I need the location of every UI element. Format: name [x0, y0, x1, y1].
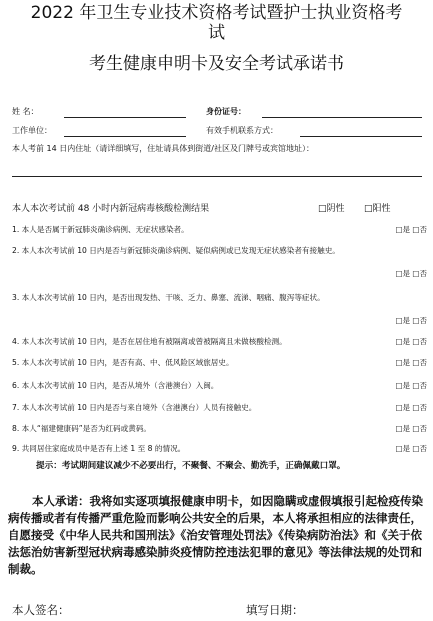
phone-field[interactable]	[300, 136, 422, 137]
nucleic-negative-option[interactable]: □阴性	[318, 204, 345, 214]
address-label: 本人考前 14 日内住址（请详细填写，住址请具体到街道/社区及门牌号或宾馆地址）：	[12, 144, 314, 153]
id-label: 身份证号：	[206, 107, 246, 116]
phone-label: 有效手机联系方式：	[206, 126, 278, 135]
question-3: 3. 本人本次考试前 10 日内，是否出现发热、干咳、乏力、鼻塞、流涕、咽痛、腹泻等症状。	[12, 293, 325, 302]
document-title-line1: 2022 年卫生专业技术资格考试暨护士执业资格考	[30, 3, 403, 23]
signature-label: 本人签名：	[12, 603, 70, 617]
safety-tip: 提示：考试期间建议减少不必要出行，不聚餐、不聚会、勤洗手，正确佩戴口罩。	[36, 461, 346, 471]
document-title-line2: 试	[208, 23, 225, 43]
question-8-options[interactable]: □是 □否	[395, 424, 427, 433]
question-6: 6. 本人本次考试前 10 日内，是否从境外（含港澳台）入闽。	[12, 381, 219, 390]
nucleic-test-label: 本人本次考试前 48 小时内新冠病毒核酸检测结果	[12, 204, 210, 214]
question-3-options[interactable]: □是 □否	[395, 316, 427, 325]
work-unit-field[interactable]	[64, 136, 186, 137]
question-7: 7. 本人本次考试前 10 日内是否与来自境外（含港澳台）人员有接触史。	[12, 403, 257, 412]
name-field[interactable]	[64, 117, 186, 118]
question-6-options[interactable]: □是 □否	[395, 381, 427, 390]
question-2-options[interactable]: □是 □否	[395, 269, 427, 278]
question-7-options[interactable]: □是 □否	[395, 403, 427, 412]
question-5-options[interactable]: □是 □否	[395, 358, 427, 367]
question-4: 4. 本人本次考试前 10 日内，是否在居住地有被隔离或曾被隔离且未做核酸检测。	[12, 337, 287, 346]
name-label: 姓 名：	[12, 107, 39, 116]
question-1-options[interactable]: □是 □否	[395, 225, 427, 234]
question-9-options[interactable]: □是 □否	[395, 444, 427, 453]
commitment-statement: 本人承诺：我将如实逐项填报健康申明卡，如因隐瞒或虚假填报引起检疫传染病传播或者有传播严重危险而影响公共安全的后果，本人将承担相应的法律责任，自愿接受《中华人民共和国刑法》《治安管理处罚法》《传染病防治法》和《关于依法惩治妨害新型冠状病毒感染肺炎疫情防控违法犯罪的意见》等法律法规的处罚和制裁。	[8, 494, 423, 576]
question-5: 5. 本人本次考试前 10 日内，是否有高、中、低风险区域旅居史。	[12, 358, 234, 367]
address-field[interactable]	[12, 176, 422, 177]
question-1: 1. 本人是否属于新冠肺炎确诊病例、无症状感染者。	[12, 225, 189, 234]
id-field[interactable]	[262, 117, 422, 118]
date-label: 填写日期：	[246, 603, 304, 617]
work-unit-label: 工作单位：	[12, 126, 52, 135]
nucleic-positive-option[interactable]: □阳性	[364, 204, 391, 214]
question-8: 8. 本人“福建健康码”是否为红码或黄码。	[12, 424, 152, 433]
document-subtitle: 考生健康申明卡及安全考试承诺书	[89, 54, 344, 74]
question-2: 2. 本人本次考试前 10 日内是否与新冠肺炎确诊病例、疑似病例或已发现无症状感染者有接触史。	[12, 246, 340, 255]
question-4-options[interactable]: □是 □否	[395, 337, 427, 346]
question-9: 9. 共同居住家庭成员中是否有上述 1 至 8 的情况。	[12, 444, 186, 453]
